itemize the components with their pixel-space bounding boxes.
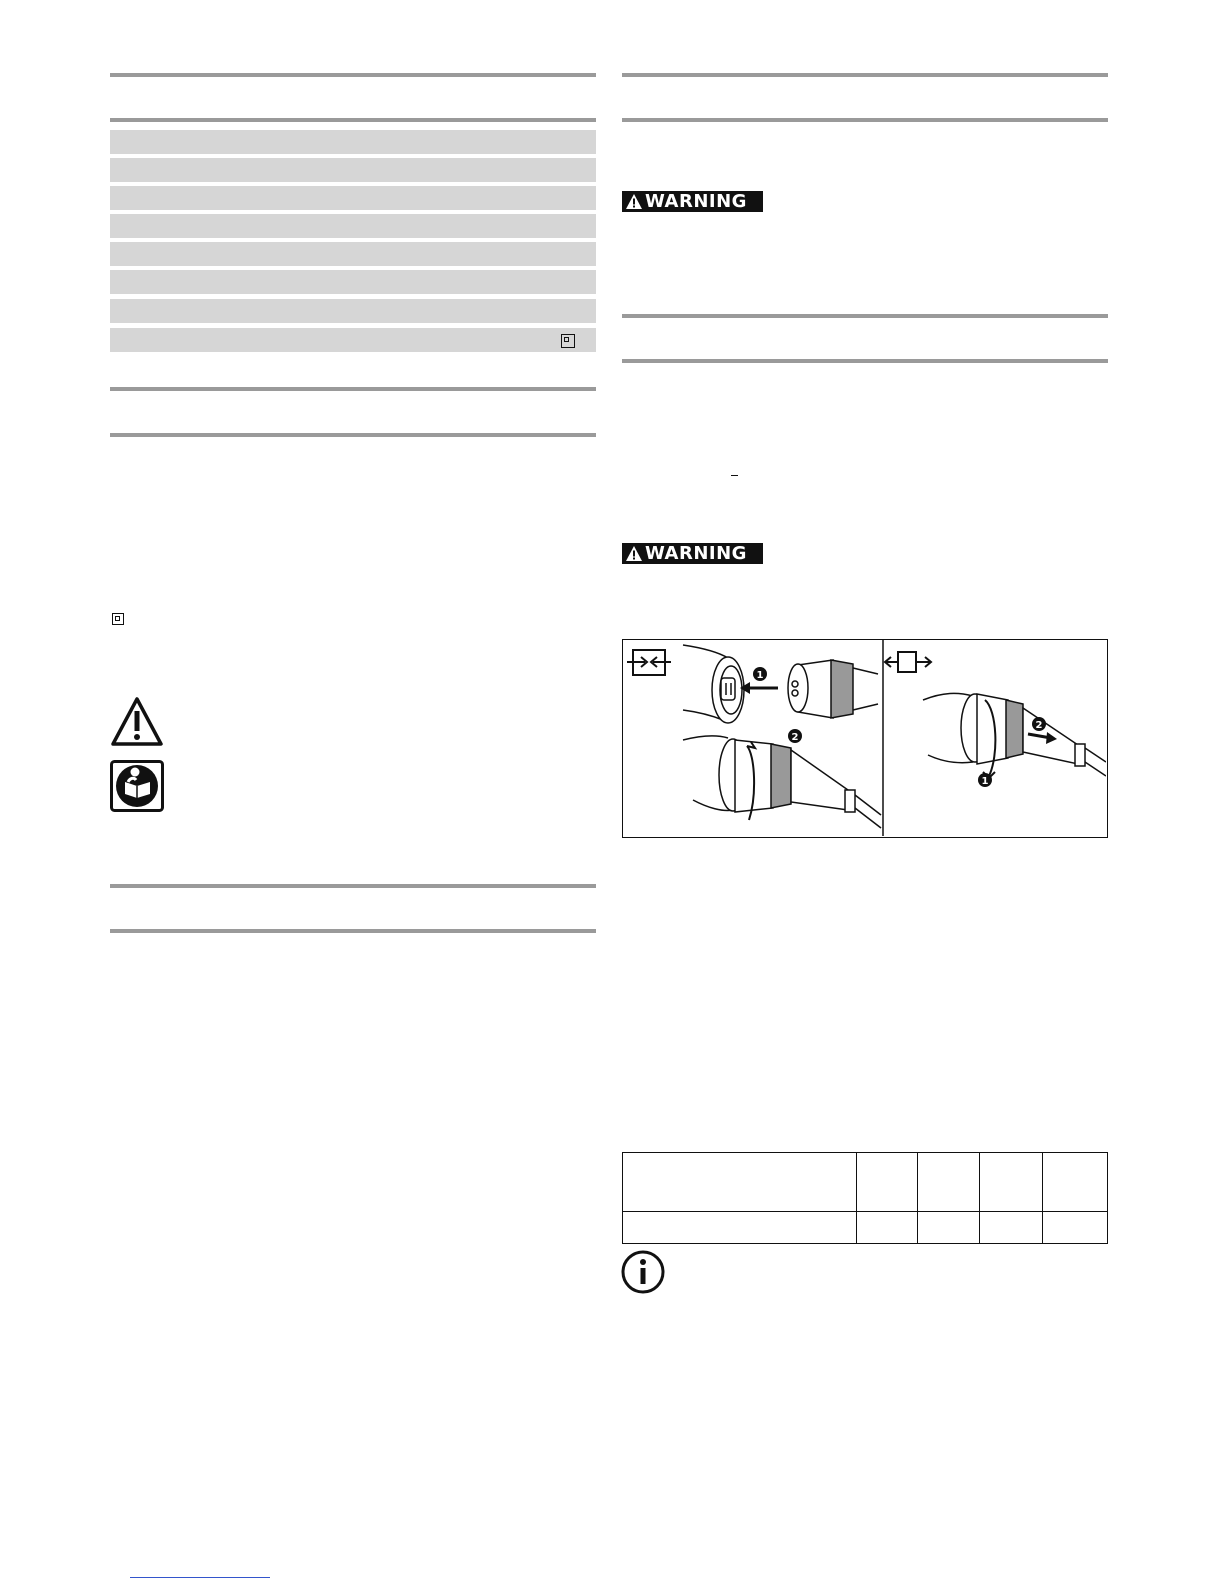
text-mark [731, 475, 738, 476]
spec-row [110, 186, 596, 210]
spec-row [110, 242, 596, 266]
table-cell [980, 1153, 1043, 1212]
section-rule [110, 929, 596, 933]
read-manual-icon [110, 760, 164, 812]
step-number: 2 [791, 732, 799, 743]
spec-row [110, 328, 596, 352]
section-rule [110, 118, 596, 122]
cable-connection-figure [622, 639, 1108, 838]
table-row [623, 1212, 1108, 1244]
table-cell [980, 1212, 1043, 1244]
class-ii-double-insulation-icon [561, 334, 575, 348]
table-cell [856, 1212, 918, 1244]
warning-label: WARNING [645, 543, 747, 564]
section-rule [110, 884, 596, 888]
step-number: 1 [981, 776, 989, 787]
spec-row [110, 130, 596, 154]
cable-connected [683, 736, 881, 828]
connect-arrows-icon [627, 650, 671, 675]
spec-row [110, 158, 596, 182]
table-cell [1043, 1212, 1108, 1244]
section-rule-top [110, 73, 596, 77]
step-number: 2 [1035, 720, 1043, 731]
warning-triangle-icon [110, 696, 164, 748]
figure-drawing [623, 640, 1106, 836]
class-ii-double-insulation-icon [112, 613, 124, 625]
spec-row [110, 270, 596, 294]
warning-triangle-icon [625, 545, 643, 562]
disconnect-arrows-icon [885, 652, 931, 672]
section-rule [622, 359, 1108, 363]
footnote-link-underline [130, 1577, 270, 1578]
info-icon [620, 1249, 666, 1295]
section-rule-top [622, 73, 1108, 77]
warning-badge [622, 191, 763, 212]
cable-disconnect [923, 693, 1106, 776]
spec-row [110, 214, 596, 238]
cable-plug [788, 660, 878, 718]
data-table [622, 1152, 1108, 1244]
spec-row [110, 299, 596, 323]
warning-label: WARNING [645, 191, 747, 212]
table-cell [1043, 1153, 1108, 1212]
section-rule [110, 433, 596, 437]
tool-handle [683, 645, 744, 723]
table-cell [623, 1212, 857, 1244]
warning-triangle-icon [625, 193, 643, 210]
table-cell [623, 1153, 857, 1212]
step-number: 1 [756, 670, 764, 681]
section-rule [110, 387, 596, 391]
table-cell [918, 1153, 980, 1212]
section-rule [622, 118, 1108, 122]
section-rule [622, 314, 1108, 318]
table-row [623, 1153, 1108, 1212]
table-cell [856, 1153, 918, 1212]
warning-badge [622, 543, 763, 564]
table-cell [918, 1212, 980, 1244]
